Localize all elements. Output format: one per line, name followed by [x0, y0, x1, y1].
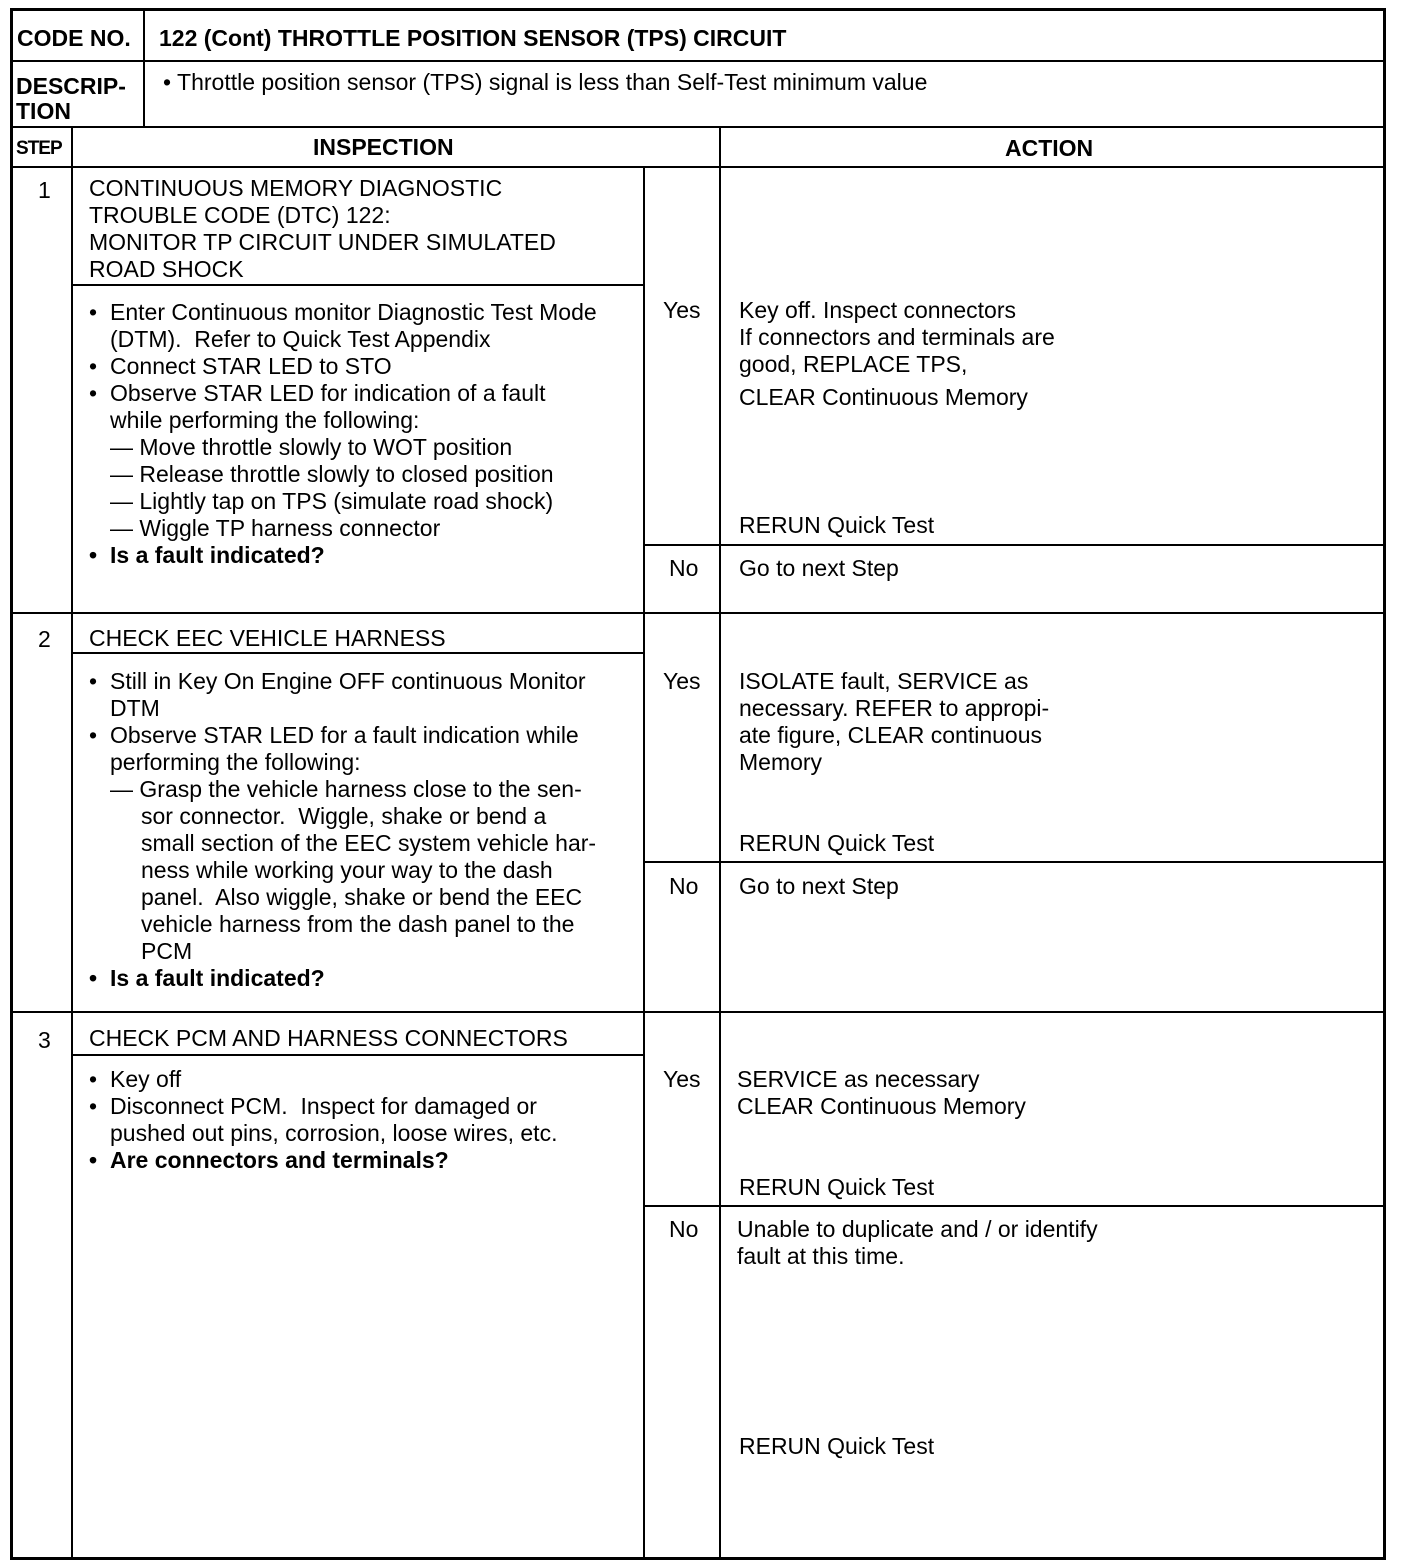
- rule: [71, 1054, 643, 1056]
- step-1-yes-rerun: RERUN Quick Test: [739, 512, 935, 538]
- rule: [643, 544, 1383, 546]
- inspection-line: — Grasp the vehicle harness close to the sen-: [110, 776, 582, 802]
- inspection-line: • Observe STAR LED for a fault indication while: [89, 722, 596, 749]
- step-2-yes-label: Yes: [663, 668, 701, 694]
- title-line: TROUBLE CODE (DTC) 122:: [89, 202, 391, 228]
- step-3-number: 3: [38, 1027, 51, 1053]
- inspection-line: performing the following:: [110, 749, 361, 775]
- inspection-line: — Release throttle slowly to closed position: [110, 461, 554, 487]
- action-line: Key off. Inspect connectors: [739, 297, 1017, 323]
- action-line: CLEAR Continuous Memory: [739, 384, 1028, 410]
- step-2-yes-rerun: RERUN Quick Test: [739, 830, 935, 856]
- step-1-yes-label: Yes: [663, 297, 701, 323]
- step-1-title: [89, 175, 556, 283]
- rule: [71, 652, 643, 654]
- diagnostic-table: [10, 8, 1386, 1560]
- inspection-line: PCM: [141, 938, 193, 964]
- rule: [13, 126, 1383, 128]
- step-1-inspection-list: [89, 299, 597, 569]
- rule: [13, 612, 1383, 614]
- inspection-column-header: INSPECTION: [313, 134, 454, 160]
- inspection-line: while performing the following:: [110, 407, 420, 433]
- step-3-no-label: No: [669, 1216, 699, 1242]
- rule: [13, 166, 1383, 168]
- inspection-line: small section of the EEC system vehicle har-: [141, 830, 597, 856]
- inspection-line: DTM: [110, 695, 160, 721]
- action-line: Memory: [739, 749, 823, 775]
- description-text: • Throttle position sensor (TPS) signal is less than Self-Test minimum value: [163, 69, 928, 95]
- step-2-yes-action: [739, 668, 1049, 776]
- step-2-inspection-list: [89, 668, 596, 992]
- action-line: necessary. REFER to appropi-: [739, 695, 1050, 721]
- inspection-line: • Still in Key On Engine OFF continuous Monitor: [89, 668, 596, 695]
- action-line: ISOLATE fault, SERVICE as: [739, 668, 1029, 694]
- inspection-line: vehicle harness from the dash panel to the: [141, 911, 575, 937]
- step-3-title: CHECK PCM AND HARNESS CONNECTORS: [89, 1025, 568, 1051]
- inspection-line: sor connector. Wiggle, shake or bend a: [141, 803, 547, 829]
- step-2-no-label: No: [669, 873, 699, 899]
- rule: [143, 11, 145, 128]
- inspection-line: • Observe STAR LED for indication of a fault: [89, 380, 597, 407]
- action-line: SERVICE as necessary: [737, 1066, 980, 1092]
- inspection-line: ness while working your way to the dash: [141, 857, 553, 883]
- step-3-yes-rerun: RERUN Quick Test: [739, 1174, 935, 1200]
- rule: [71, 126, 73, 1560]
- code-title: 122 (Cont) THROTTLE POSITION SENSOR (TPS) CIRCUIT: [159, 25, 787, 51]
- action-line: If connectors and terminals are: [739, 324, 1055, 350]
- inspection-question: • Is a fault indicated?: [89, 965, 596, 992]
- description-label-line-1: DESCRIP-: [16, 73, 126, 99]
- action-line: good, REPLACE TPS,: [739, 351, 968, 377]
- inspection-question: • Are connectors and terminals?: [89, 1147, 557, 1174]
- rule: [13, 60, 1383, 62]
- step-2-number: 2: [38, 626, 51, 652]
- rule: [643, 1205, 1383, 1207]
- code-label: CODE NO.: [17, 25, 131, 51]
- step-3-yes-label: Yes: [663, 1066, 701, 1092]
- step-3-yes-action: [737, 1066, 1026, 1120]
- action-line: CLEAR Continuous Memory: [737, 1093, 1026, 1119]
- inspection-line: • Key off: [89, 1066, 557, 1093]
- action-line: fault at this time.: [737, 1243, 905, 1269]
- action-column-header: ACTION: [1005, 135, 1094, 161]
- step-1-no-label: No: [669, 555, 699, 581]
- inspection-line: • Enter Continuous monitor Diagnostic Test Mode: [89, 299, 597, 326]
- inspection-line: pushed out pins, corrosion, loose wires, etc.: [110, 1120, 558, 1146]
- inspection-line: (DTM). Refer to Quick Test Appendix: [110, 326, 491, 352]
- inspection-line: — Wiggle TP harness connector: [110, 515, 441, 541]
- title-line: MONITOR TP CIRCUIT UNDER SIMULATED: [89, 229, 556, 255]
- inspection-question: • Is a fault indicated?: [89, 542, 597, 569]
- step-2-title: CHECK EEC VEHICLE HARNESS: [89, 625, 446, 651]
- step-column-header: STEP: [16, 138, 62, 159]
- title-line: CONTINUOUS MEMORY DIAGNOSTIC: [89, 175, 503, 201]
- inspection-line: — Move throttle slowly to WOT position: [110, 434, 513, 460]
- rule: [71, 284, 643, 286]
- rule: [719, 126, 721, 1560]
- step-3-no-rerun: RERUN Quick Test: [739, 1433, 935, 1459]
- rule: [643, 861, 1383, 863]
- step-1-no-action: Go to next Step: [739, 555, 899, 581]
- rule: [643, 166, 645, 1560]
- inspection-line: panel. Also wiggle, shake or bend the EEC: [141, 884, 583, 910]
- inspection-line: — Lightly tap on TPS (simulate road shock): [110, 488, 554, 514]
- step-2-no-action: Go to next Step: [739, 873, 899, 899]
- step-3-inspection-list: [89, 1066, 557, 1174]
- rule: [13, 1011, 1383, 1013]
- step-1-number: 1: [38, 177, 51, 203]
- step-1-yes-action: [739, 297, 1055, 411]
- inspection-line: • Connect STAR LED to STO: [89, 353, 597, 380]
- description-label-line-2: TION: [16, 98, 71, 124]
- action-line: Unable to duplicate and / or identify: [737, 1216, 1098, 1242]
- inspection-line: • Disconnect PCM. Inspect for damaged or: [89, 1093, 557, 1120]
- action-line: ate figure, CLEAR continuous: [739, 722, 1043, 748]
- title-line: ROAD SHOCK: [89, 256, 244, 282]
- step-3-no-action: [737, 1216, 1098, 1270]
